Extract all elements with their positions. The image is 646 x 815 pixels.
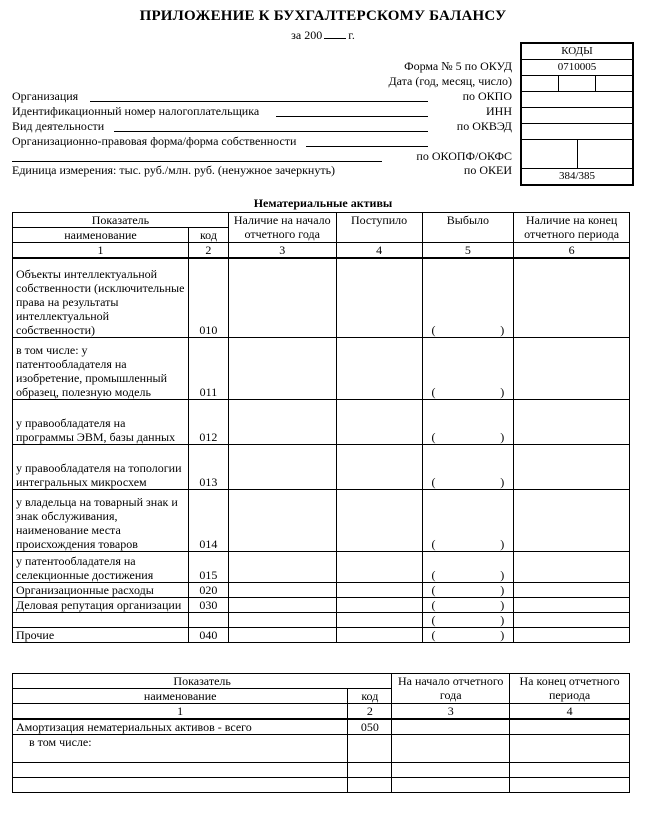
row-name: у правообладателя на программы ЭВМ, базы данных bbox=[13, 399, 189, 444]
row-code[interactable] bbox=[348, 778, 392, 793]
cell-received[interactable] bbox=[336, 582, 422, 597]
row-code: 050 bbox=[348, 719, 392, 735]
cell-disposed[interactable] bbox=[422, 258, 514, 337]
table-row bbox=[13, 627, 630, 642]
table-row bbox=[13, 612, 630, 627]
cell-start[interactable] bbox=[228, 258, 336, 337]
row-code[interactable] bbox=[188, 612, 228, 627]
col-number: 4 bbox=[510, 704, 630, 720]
table-row bbox=[13, 719, 630, 735]
table-row bbox=[13, 778, 630, 793]
activity-label: Вид деятельности bbox=[12, 119, 105, 133]
cell-end[interactable] bbox=[510, 719, 630, 735]
date-code[interactable] bbox=[522, 75, 632, 91]
cell-end[interactable] bbox=[514, 597, 630, 612]
paren-close: ) bbox=[500, 567, 505, 582]
org-label: Организация bbox=[12, 89, 79, 103]
row-code: 013 bbox=[188, 444, 228, 489]
row-code: 012 bbox=[188, 399, 228, 444]
inn-field[interactable] bbox=[276, 116, 428, 117]
cell-end[interactable] bbox=[510, 763, 630, 778]
cell-disposed[interactable] bbox=[422, 551, 514, 582]
cell-start[interactable] bbox=[228, 399, 336, 444]
okved-code[interactable] bbox=[522, 123, 632, 139]
form-okud-label: Форма № 5 по ОКУД bbox=[404, 59, 512, 73]
cell-end[interactable] bbox=[514, 337, 630, 399]
paren-open: ( bbox=[431, 322, 436, 337]
paren-open: ( bbox=[431, 597, 436, 612]
unit-label: Единица измерения: тыс. руб./млн. руб. (ненужное зачеркнуть) bbox=[12, 163, 336, 177]
table-row bbox=[13, 399, 630, 444]
cell-received[interactable] bbox=[336, 612, 422, 627]
row-code: 030 bbox=[188, 597, 228, 612]
period-line bbox=[0, 28, 646, 43]
inn-short-label: ИНН bbox=[486, 104, 512, 118]
paren-close: ) bbox=[500, 322, 505, 337]
cell-received[interactable] bbox=[336, 337, 422, 399]
cell-end[interactable] bbox=[514, 258, 630, 337]
row-name: Объекты интеллектуальной собственности (исключительные права на результаты интеллектуальной собственности) bbox=[13, 258, 189, 337]
table-row bbox=[13, 597, 630, 612]
header-row-1 bbox=[13, 674, 630, 689]
cell-start[interactable] bbox=[228, 489, 336, 551]
col-number: 3 bbox=[392, 704, 510, 720]
paren-close: ) bbox=[500, 536, 505, 551]
cell-end[interactable] bbox=[510, 735, 630, 763]
end-header: На конец отчетного периода bbox=[510, 674, 630, 704]
cell-start[interactable] bbox=[228, 337, 336, 399]
row-code: 040 bbox=[188, 627, 228, 642]
paren-open: ( bbox=[431, 612, 436, 627]
cell-disposed[interactable] bbox=[422, 399, 514, 444]
paren-open: ( bbox=[431, 474, 436, 489]
cell-start[interactable] bbox=[228, 627, 336, 642]
row-name[interactable] bbox=[13, 763, 348, 778]
cell-end[interactable] bbox=[510, 778, 630, 793]
paren-open: ( bbox=[431, 582, 436, 597]
table-row bbox=[13, 258, 630, 337]
row-name: Амортизация нематериальных активов - всего bbox=[13, 719, 348, 735]
column-numbers-row bbox=[13, 243, 630, 259]
paren-open: ( bbox=[431, 429, 436, 444]
name-header: наименование bbox=[13, 228, 189, 243]
legal-form-field-2[interactable] bbox=[12, 161, 382, 162]
cell-received[interactable] bbox=[336, 399, 422, 444]
row-name: Прочие bbox=[13, 627, 189, 642]
cell-end[interactable] bbox=[514, 489, 630, 551]
row-name: у правообладателя на топологии интегральных микросхем bbox=[13, 444, 189, 489]
paren-close: ) bbox=[500, 474, 505, 489]
col-number: 3 bbox=[228, 243, 336, 259]
col-number: 1 bbox=[13, 704, 348, 720]
period-prefix: за 200 bbox=[291, 28, 323, 42]
cell-disposed[interactable] bbox=[422, 444, 514, 489]
paren-open: ( bbox=[431, 567, 436, 582]
activity-field[interactable] bbox=[114, 131, 428, 132]
codes-title: КОДЫ bbox=[561, 45, 593, 57]
cell-start[interactable] bbox=[228, 444, 336, 489]
indicator-header: Показатель bbox=[13, 213, 229, 228]
paren-close: ) bbox=[500, 429, 505, 444]
row-name[interactable] bbox=[13, 612, 189, 627]
row-name: Организационные расходы bbox=[13, 582, 189, 597]
cell-end[interactable] bbox=[514, 444, 630, 489]
cell-received[interactable] bbox=[336, 258, 422, 337]
row-code: 010 bbox=[188, 258, 228, 337]
section-title: Нематериальные активы bbox=[253, 196, 393, 210]
row-code: 014 bbox=[188, 489, 228, 551]
cell-disposed[interactable] bbox=[422, 582, 514, 597]
indicator-header: Показатель bbox=[13, 674, 392, 689]
cell-start[interactable] bbox=[392, 735, 510, 763]
paren-close: ) bbox=[500, 597, 505, 612]
cell-received[interactable] bbox=[336, 489, 422, 551]
row-code: 015 bbox=[188, 551, 228, 582]
cell-end[interactable] bbox=[514, 582, 630, 597]
paren-open: ( bbox=[431, 384, 436, 399]
cell-end[interactable] bbox=[514, 612, 630, 627]
okopf-code[interactable] bbox=[522, 139, 632, 168]
column-numbers-row bbox=[13, 704, 630, 720]
start-header: Наличие на начало отчетного года bbox=[228, 213, 336, 243]
table-row bbox=[13, 763, 630, 778]
table-row bbox=[13, 489, 630, 551]
codes-box bbox=[520, 42, 634, 186]
col-number: 6 bbox=[514, 243, 630, 259]
org-field[interactable] bbox=[90, 101, 428, 102]
okpo-label: по ОКПО bbox=[462, 89, 512, 103]
col-number: 4 bbox=[336, 243, 422, 259]
cell-end[interactable] bbox=[514, 399, 630, 444]
table-row bbox=[13, 582, 630, 597]
table-row bbox=[13, 551, 630, 582]
col-number: 2 bbox=[348, 704, 392, 720]
col-number: 1 bbox=[13, 243, 189, 259]
row-code: 020 bbox=[188, 582, 228, 597]
cell-disposed[interactable] bbox=[422, 597, 514, 612]
end-header: Наличие на конец отчетного периода bbox=[514, 213, 630, 243]
col-number: 5 bbox=[422, 243, 514, 259]
cell-disposed[interactable] bbox=[422, 337, 514, 399]
row-name: у патентообладателя на селекционные достижения bbox=[13, 551, 189, 582]
paren-close: ) bbox=[500, 627, 505, 642]
header-row-1 bbox=[13, 213, 630, 228]
cell-end[interactable] bbox=[514, 551, 630, 582]
page-title: ПРИЛОЖЕНИЕ К БУХГАЛТЕРСКОМУ БАЛАНСУ bbox=[139, 8, 507, 24]
period-suffix: г. bbox=[348, 28, 355, 42]
cell-disposed[interactable] bbox=[422, 627, 514, 642]
cell-start[interactable] bbox=[228, 551, 336, 582]
okopf-label: по ОКОПФ/ОКФС bbox=[416, 149, 512, 163]
cell-start[interactable] bbox=[392, 763, 510, 778]
row-code bbox=[348, 735, 392, 763]
col-number: 2 bbox=[188, 243, 228, 259]
okved-label: по ОКВЭД bbox=[456, 119, 512, 133]
legal-form-label: Организационно-правовая форма/форма собственности bbox=[12, 134, 297, 148]
row-name: в том числе: у патентообладателя на изобретение, промышленный образец, полезную модель bbox=[13, 337, 189, 399]
amortization-table bbox=[12, 673, 630, 793]
row-name: у владельца на товарный знак и знак обслуживания, наименование места происхождения товаров bbox=[13, 489, 189, 551]
row-name[interactable] bbox=[13, 778, 348, 793]
paren-open: ( bbox=[431, 627, 436, 642]
inn-label: Идентификационный номер налогоплательщика bbox=[12, 104, 260, 118]
paren-close: ) bbox=[500, 384, 505, 399]
cell-start[interactable] bbox=[228, 582, 336, 597]
row-name: Деловая репутация организации bbox=[13, 597, 189, 612]
legal-form-field[interactable] bbox=[306, 146, 428, 147]
cell-start[interactable] bbox=[228, 597, 336, 612]
table-row bbox=[13, 735, 630, 763]
cell-received[interactable] bbox=[336, 444, 422, 489]
row-code[interactable] bbox=[348, 763, 392, 778]
okei-code: 384/385 bbox=[522, 168, 632, 184]
name-header: наименование bbox=[13, 689, 348, 704]
row-code: 011 bbox=[188, 337, 228, 399]
cell-received[interactable] bbox=[336, 627, 422, 642]
paren-close: ) bbox=[500, 582, 505, 597]
okud-code: 0710005 bbox=[522, 59, 632, 75]
start-header: На начало отчетного года bbox=[392, 674, 510, 704]
code-header: код bbox=[348, 689, 392, 704]
okei-label: по ОКЕИ bbox=[463, 163, 512, 177]
paren-close: ) bbox=[500, 612, 505, 627]
cell-start[interactable] bbox=[228, 612, 336, 627]
cell-start[interactable] bbox=[392, 778, 510, 793]
cell-end[interactable] bbox=[514, 627, 630, 642]
cell-disposed[interactable] bbox=[422, 612, 514, 627]
intangible-assets-table bbox=[12, 212, 630, 643]
code-header: код bbox=[188, 228, 228, 243]
inn-code[interactable] bbox=[522, 107, 632, 123]
table-row bbox=[13, 444, 630, 489]
year-blank[interactable] bbox=[324, 38, 346, 39]
okpo-code[interactable] bbox=[522, 91, 632, 107]
received-header: Поступило bbox=[336, 213, 422, 243]
cell-received[interactable] bbox=[336, 597, 422, 612]
row-name: в том числе: bbox=[13, 735, 348, 763]
disposed-header: Выбыло bbox=[422, 213, 514, 243]
cell-start[interactable] bbox=[392, 719, 510, 735]
paren-open: ( bbox=[431, 536, 436, 551]
date-label: Дата (год, месяц, число) bbox=[388, 74, 512, 88]
table-row bbox=[13, 337, 630, 399]
cell-disposed[interactable] bbox=[422, 489, 514, 551]
cell-received[interactable] bbox=[336, 551, 422, 582]
